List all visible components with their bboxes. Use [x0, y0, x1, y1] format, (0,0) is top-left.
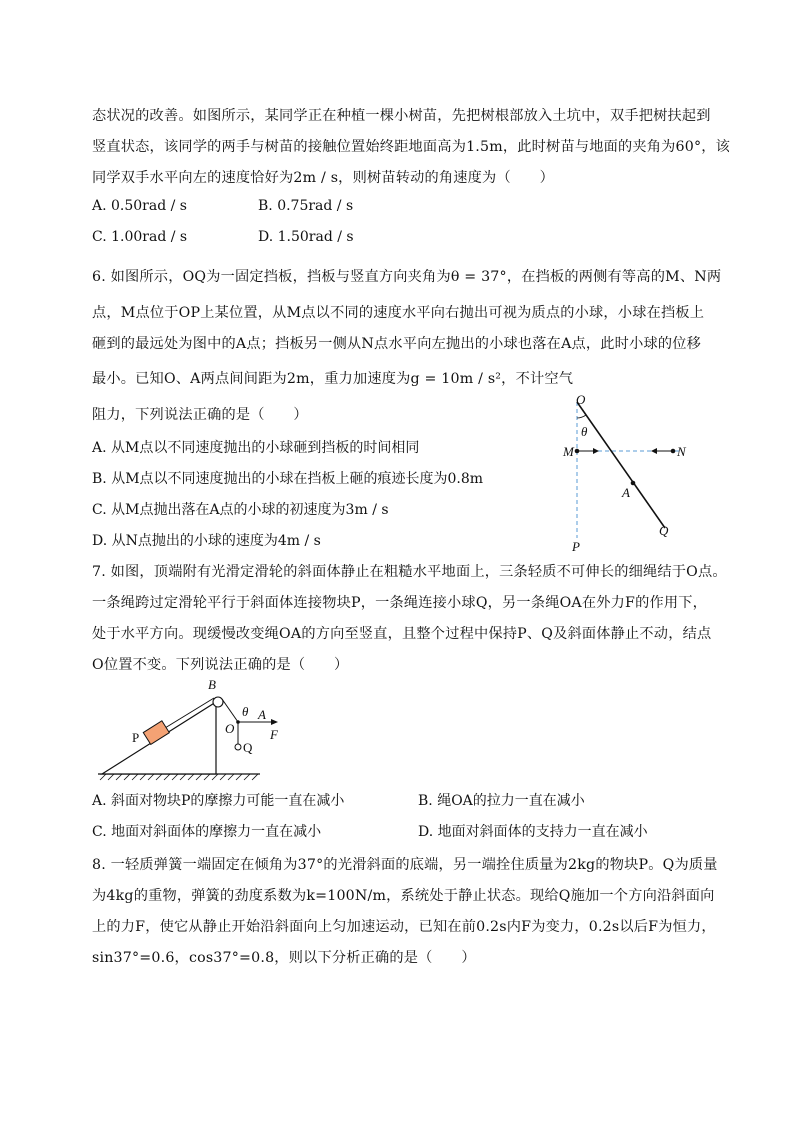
arrow-f-head	[271, 719, 278, 725]
label-f: F	[270, 727, 278, 742]
q7-option-d: D. 地面对斜面体的支持力一直在减小	[418, 824, 648, 840]
q6-option-a: A. 从M点以不同速度抛出的小球砸到挡板的时间相同	[92, 440, 420, 456]
label-theta: θ	[581, 424, 588, 439]
q6-option-d: D. 从N点抛出的小球的速度为4m / s	[92, 533, 321, 549]
q5-line-1: 态状况的改善。如图所示，某同学正在种植一棵小树苗，先把树根部放入土坑中，双手把树扶起到	[92, 108, 711, 124]
label-m: M	[563, 444, 574, 459]
knot-o	[236, 720, 240, 724]
q6-line-1: 6. 如图所示，OQ为一固定挡板，挡板与竖直方向夹角为θ = 37°，在挡板的两侧有等高的M、N两	[92, 269, 722, 285]
label-n: N	[677, 444, 686, 459]
point-m	[575, 449, 580, 454]
q5-option-c: C. 1.00rad / s	[92, 229, 188, 245]
label-a: A	[258, 707, 266, 722]
q5-option-d: D. 1.50rad / s	[258, 229, 354, 245]
label-a: A	[622, 485, 630, 500]
q6-line-2: 点，M点位于OP上某位置，从M点以不同的速度水平向右抛出可视为质点的小球，小球在挡板上	[92, 305, 705, 321]
q7-line-1: 7. 如图，顶端附有光滑定滑轮的斜面体静止在粗糙水平地面上，三条轻质不可伸长的细绳结于O点。	[92, 564, 727, 580]
q5-line-3: 同学双手水平向左的速度恰好为2m / s，则树苗转动的角速度为（ ）	[92, 170, 554, 186]
q7-option-a: A. 斜面对物块P的摩擦力可能一直在减小	[92, 793, 345, 809]
q7-figure	[92, 676, 302, 784]
point-a	[631, 481, 636, 486]
theta-arc	[577, 415, 586, 418]
board-oq	[577, 402, 665, 528]
q6-option-b: B. 从M点以不同速度抛出的小球在挡板上砸的痕迹长度为0.8m	[92, 471, 484, 487]
q6-line-4: 最小。已知O、A两点间间距为2m，重力加速度为g = 10m / s²，不计空气	[92, 371, 574, 387]
label-theta: θ	[242, 704, 249, 719]
q5-line-2: 竖直状态，该同学的两手与树苗的接触位置始终距地面高为1.5m，此时树苗与地面的夹角为60°，该	[92, 139, 731, 155]
q7-option-c: C. 地面对斜面体的摩擦力一直在减小	[92, 824, 322, 840]
q8-line-2: 为4kg的重物，弹簧的劲度系数为k=100N/m，系统处于静止状态。现给Q施加一个方向沿斜面向	[92, 888, 715, 904]
q6-line-5: 阻力，下列说法正确的是（ ）	[92, 407, 308, 423]
point-n	[671, 449, 676, 454]
label-o: O	[225, 721, 235, 736]
ball-q	[235, 744, 241, 750]
label-o: O	[576, 392, 586, 407]
q7-line-2: 一条绳跨过定滑轮平行于斜面体连接物块P，一条绳连接小球Q，另一条绳OA在外力F的作用下，	[92, 595, 708, 611]
label-q: Q	[659, 523, 669, 538]
pulley	[213, 697, 223, 707]
q7-option-b: B. 绳OA的拉力一直在减小	[418, 793, 585, 809]
q8-line-3: 上的力F，使它从静止开始沿斜面向上匀加速运动，已知在前0.2s内F为变力，0.2s以后F为恒力，	[92, 919, 716, 935]
arrow-m-head	[593, 448, 599, 454]
q7-line-3: 处于水平方向。现缓慢改变绳OA的方向至竖直，且整个过程中保持P、Q及斜面体静止不动，结点	[92, 626, 712, 642]
label-p: P	[572, 539, 580, 554]
q5-option-a: A. 0.50rad / s	[92, 198, 187, 214]
label-p: P	[132, 730, 140, 745]
q7-line-4: O位置不变。下列说法正确的是（ ）	[92, 657, 349, 673]
q8-line-4: sin37°=0.6，cos37°=0.8，则以下分析正确的是（ ）	[92, 950, 476, 966]
q6-figure	[555, 388, 705, 558]
label-b: B	[208, 677, 216, 692]
arrow-n-head	[651, 448, 657, 454]
q5-option-b: B. 0.75rad / s	[258, 198, 354, 214]
rope-bo	[222, 699, 238, 722]
ground-hatching	[100, 774, 258, 780]
label-q: Q	[243, 740, 253, 755]
q8-line-1: 8. 一轻质弹簧一端固定在倾角为37°的光滑斜面的底端，另一端拴住质量为2kg的物块P。Q为质量	[92, 857, 718, 873]
q6-line-3: 砸到的最远处为图中的A点；挡板另一侧从N点水平向左抛出的小球也落在A点，此时小球的位移	[92, 336, 702, 352]
q6-option-c: C. 从M点抛出落在A点的小球的初速度为3m / s	[92, 502, 389, 518]
